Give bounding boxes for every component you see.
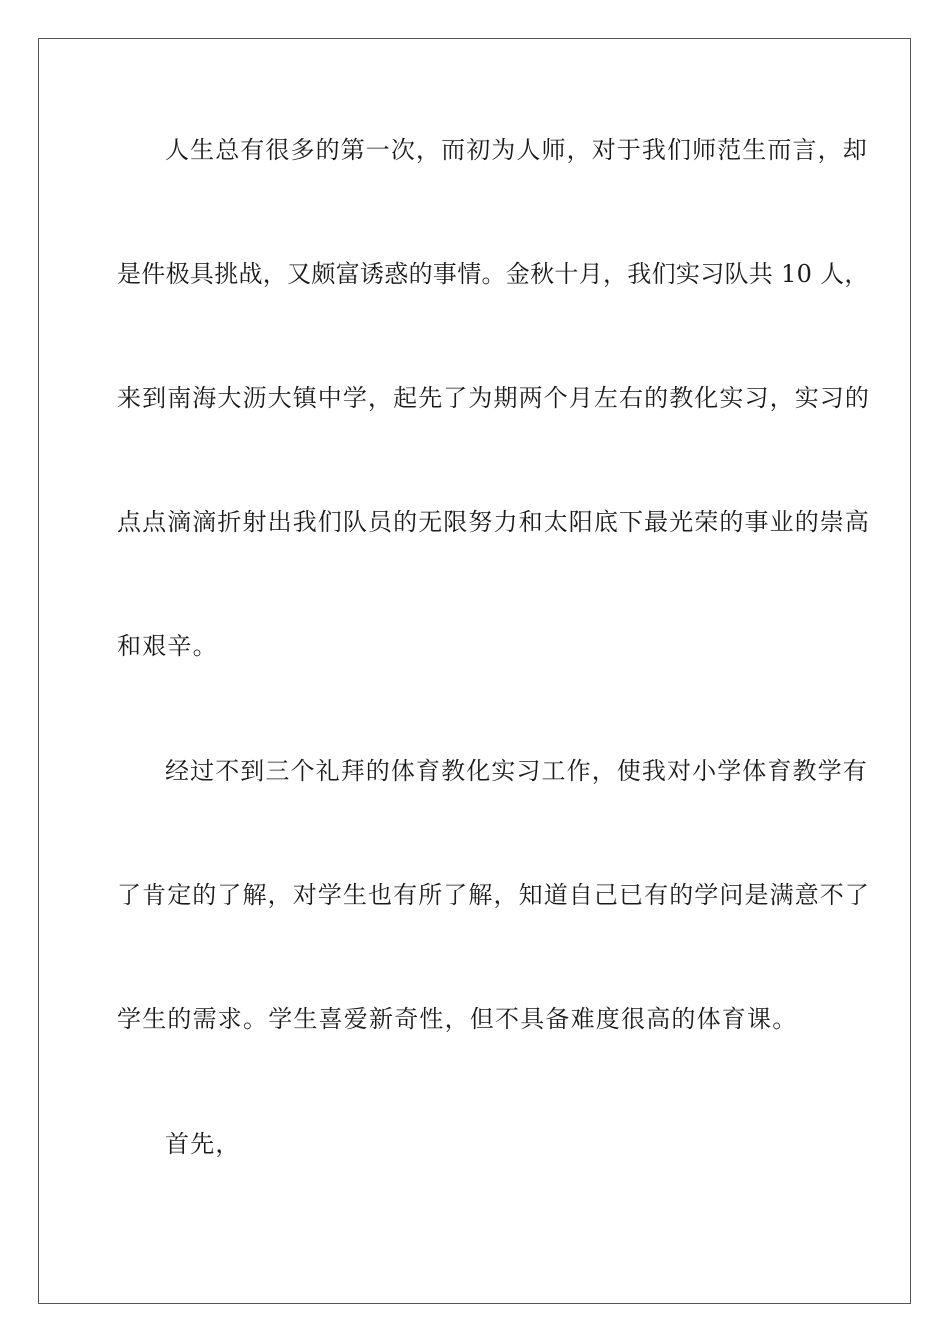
paragraph-2-line-3: 学生的需求。学生喜爱新奇性，但不具备难度很高的体育课。 xyxy=(117,1005,798,1033)
page-frame xyxy=(38,38,911,1304)
paragraph-1-line-4: 点点滴滴折射出我们队员的无限努力和太阳底下最光荣的事业的崇高 xyxy=(117,508,870,536)
paragraph-3-line-1: 首先， xyxy=(165,1130,241,1158)
paragraph-1-line-5: 和艰辛。 xyxy=(117,632,218,660)
paragraph-1-line-2: 是件极具挑战，又颇富诱惑的事情。金秋十月，我们实习队共 10 人， xyxy=(117,260,869,288)
paragraph-2-line-1: 经过不到三个礼拜的体育教化实习工作，使我对小学体育教学有 xyxy=(165,757,868,785)
paragraph-2-line-2: 了肯定的了解，对学生也有所了解，知道自己已有的学问是满意不了 xyxy=(117,881,870,909)
paragraph-1-line-3: 来到南海大沥大镇中学，起先了为期两个月左右的教化实习，实习的 xyxy=(117,384,870,412)
paragraph-1-line-1: 人生总有很多的第一次，而初为人师，对于我们师范生而言，却 xyxy=(165,136,868,164)
